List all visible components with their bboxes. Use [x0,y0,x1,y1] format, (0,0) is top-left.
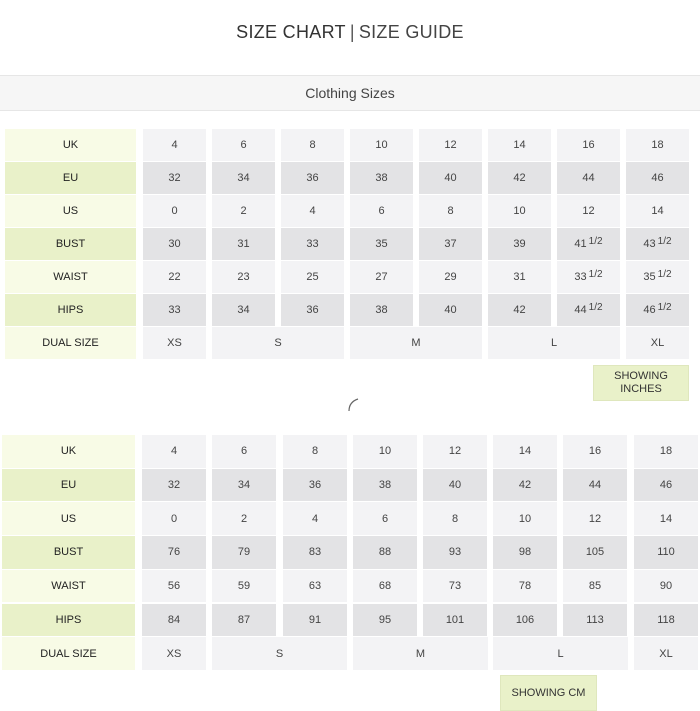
size-cell-text: 2 [240,205,247,217]
title-main: SIZE CHART [236,22,346,42]
size-cell-text: 4 [309,205,316,217]
size-cell [353,570,417,603]
row-label-us-text: US [60,512,77,525]
size-cell-text: 4 [311,512,319,525]
size-cell [142,435,206,468]
size-cell-text: 79 [237,546,251,559]
row-label-uk-text: UK [62,139,79,151]
size-cell [283,536,347,569]
size-cell [353,435,417,468]
size-cell-text: 10 [513,205,526,217]
size-cell-text: 110 [657,546,675,559]
size-cell-text: 18 [651,139,664,151]
size-cell [634,536,698,569]
size-cell-text: 36 [306,304,319,316]
size-cell [423,604,487,637]
size-cell-text: 34 [237,304,250,316]
size-cell-text: 88 [378,546,392,559]
size-cell-text: 8 [447,205,454,217]
size-cell [423,502,487,535]
size-cell [212,502,276,535]
size-cell-text: 8 [309,139,316,151]
size-cell-text: 14 [651,205,664,217]
size-cell [634,604,698,637]
size-cell-text: 36 [308,479,322,492]
row-label-bust-text: BUST [53,546,84,559]
size-cell [563,536,627,569]
showing-inches-button[interactable] [593,365,689,401]
size-cell-text: 8 [451,512,459,525]
size-cell-text: 12 [444,139,457,151]
size-cell [563,435,627,468]
size-cell-text: 118 [657,613,675,626]
dual-size-cell-text: XS [167,337,182,349]
size-cell-text: 27 [375,271,388,283]
showing-cm-button[interactable] [500,675,597,711]
size-cell-text: 14 [659,512,673,525]
size-cell-text: 40 [444,172,457,184]
size-cell-text: 34 [237,479,251,492]
size-cell-text: 44 [582,172,595,184]
size-cell-fraction: 1/2 [657,235,672,247]
size-cell [212,435,276,468]
size-cell [423,570,487,603]
dual-size-cell-text: L [550,337,558,349]
size-cell [563,604,627,637]
size-cell-text: 42 [513,172,526,184]
dual-size-cell [353,637,488,670]
size-cell-text: 12 [448,445,462,458]
size-cell [212,604,276,637]
dual-size-cell-text: XL [650,337,665,349]
size-cell-text: 32 [168,172,181,184]
size-cell-text: 16 [588,445,602,458]
size-cell-text: 23 [237,271,250,283]
size-cell-text: 39 [513,238,526,250]
row-label-hips-text: HIPS [55,613,82,626]
size-cell [212,570,276,603]
dual-size-cell-text: S [274,337,282,349]
size-cell [493,469,557,502]
size-cell-fraction: 1/2 [588,268,603,280]
row-label-us [2,502,135,535]
size-cell-text: 35 [375,238,388,250]
size-cell [634,570,698,603]
size-cell-fraction: 1/2 [588,301,603,313]
size-cell-text: 12 [588,512,602,525]
size-cell-text: 84 [167,613,181,626]
row-label-dual-size-text: DUAL SIZE [42,337,99,349]
size-cell-text: 32 [167,479,181,492]
showing-cm-label: SHOWING CM [511,686,586,699]
size-cell-text: 31 [513,271,526,283]
size-cell [634,502,698,535]
size-cell [423,536,487,569]
size-cell-text: 14 [518,445,532,458]
title-separator: | [349,22,355,42]
size-cell-text: 101 [445,613,465,626]
size-cell-text: 38 [375,304,388,316]
size-cell-text: 36 [306,172,319,184]
size-cell-text: 91 [308,613,322,626]
size-cell-text: 83 [308,546,322,559]
size-cell-text: 29 [444,271,457,283]
size-cell-text: 44 [588,479,602,492]
row-label-waist-text: WAIST [51,580,86,593]
size-cell [353,469,417,502]
dual-size-cell-text: M [415,647,426,660]
size-cell-text: 6 [240,445,248,458]
size-cell [142,570,206,603]
size-cell-text: 113 [586,613,604,626]
size-cell-text: 76 [167,546,181,559]
size-cell-text: 87 [237,613,251,626]
size-cell [563,570,627,603]
title-sub: SIZE GUIDE [358,22,464,42]
size-cell-text: 56 [167,580,181,593]
row-label-eu [2,469,135,502]
row-label-bust [2,536,135,569]
size-cell-text: 90 [659,580,673,593]
size-cell [493,435,557,468]
dual-size-cell-text: XL [659,647,673,660]
dual-size-cell [634,637,698,670]
size-cell-text: 98 [518,546,532,559]
size-cell-text: 6 [378,205,385,217]
dual-size-cell-text: L [557,647,564,660]
size-cell-text: 40 [444,304,457,316]
row-label-hips [2,604,135,637]
size-cell-text: 25 [306,271,319,283]
size-cell-text: 95 [378,613,392,626]
size-cell-text: 40 [448,479,462,492]
size-cell-text: 33 [306,238,319,250]
dual-size-cell-text: S [275,647,284,660]
hook-icon [347,398,361,412]
size-cell [353,502,417,535]
size-cell-text: 106 [515,613,535,626]
size-cell-text: 6 [381,512,389,525]
size-cell-text: 10 [375,139,388,151]
dual-size-cell [493,637,628,670]
row-label-dual-size-text: DUAL SIZE [40,647,97,660]
size-cell-text: 4 [171,139,178,151]
size-cell-text: 30 [168,238,181,250]
size-cell-text: 18 [659,445,673,458]
size-cell-text: 0 [170,512,178,525]
size-cell-text: 85 [588,580,602,593]
size-cell-text: 6 [240,139,247,151]
size-cell-text: 38 [378,479,392,492]
size-cell-fraction: 1/2 [657,301,672,313]
row-label-hips-text: HIPS [57,304,84,316]
row-label-eu-text: EU [60,479,77,492]
size-cell [634,435,698,468]
size-cell-text: 16 [582,139,595,151]
size-cell-text: 4 [170,445,178,458]
dual-size-cell [212,637,347,670]
row-label-waist-text: WAIST [53,271,88,283]
size-cell-text: 68 [378,580,392,593]
size-cell-text: 10 [518,512,532,525]
size-cell-text: 0 [171,205,178,217]
row-label-uk [2,435,135,468]
size-cell-text: 46 [643,304,656,316]
size-cell [353,604,417,637]
size-cell-text: 33 [168,304,181,316]
size-cell [283,502,347,535]
size-cell-text: 42 [513,304,526,316]
showing-inches-label-line1: SHOWING [614,370,668,382]
size-cell [283,469,347,502]
row-label-bust-text: BUST [55,238,86,250]
size-cell-text: 43 [643,238,656,250]
row-label-us-text: US [62,205,79,217]
size-cell [142,502,206,535]
showing-inches-label-line2: INCHES [620,383,662,395]
dual-size-cell [142,637,206,670]
size-cell-text: 42 [518,479,532,492]
size-cell [212,536,276,569]
size-cell-text: 78 [518,580,532,593]
size-cell-text: 31 [237,238,250,250]
size-cell-text: 33 [574,271,587,283]
row-label-dual-size [2,637,135,670]
size-cell [493,570,557,603]
size-cell-text: 22 [168,271,181,283]
size-cell-fraction: 1/2 [588,235,603,247]
section-label: Clothing Sizes [305,85,395,101]
size-cell-text: 2 [240,512,248,525]
size-cell [142,469,206,502]
size-cell [634,469,698,502]
size-cell-text: 59 [237,580,251,593]
size-cell-text: 12 [582,205,595,217]
size-cell-text: 46 [659,479,673,492]
size-cell-text: 8 [311,445,319,458]
size-cell-fraction: 1/2 [657,268,672,280]
size-cell [493,502,557,535]
size-cell [142,536,206,569]
row-label-eu-text: EU [62,172,79,184]
dual-size-cell-text: M [411,337,421,349]
size-cell-text: 41 [574,238,587,250]
size-cell-text: 73 [448,580,462,593]
size-cell [423,435,487,468]
size-cell [283,604,347,637]
size-cell [423,469,487,502]
size-cell-text: 35 [643,271,656,283]
size-cell [142,604,206,637]
size-cell [212,469,276,502]
row-label-uk-text: UK [60,445,77,458]
size-cell-text: 14 [513,139,526,151]
size-cell-text: 37 [444,238,457,250]
size-cell [563,469,627,502]
size-cell-text: 93 [448,546,462,559]
size-cell-text: 105 [585,546,605,559]
size-cell-text: 46 [651,172,664,184]
row-label-waist [2,570,135,603]
size-cell [493,536,557,569]
size-cell [283,435,347,468]
size-cell-text: 44 [574,304,587,316]
size-cell [283,570,347,603]
size-cell-text: 34 [237,172,250,184]
size-cell [353,536,417,569]
dual-size-cell-text: XS [166,647,182,660]
size-cell-text: 63 [308,580,322,593]
size-cell-text: 38 [375,172,388,184]
size-cell-text: 10 [378,445,392,458]
size-cell [493,604,557,637]
size-cell [563,502,627,535]
